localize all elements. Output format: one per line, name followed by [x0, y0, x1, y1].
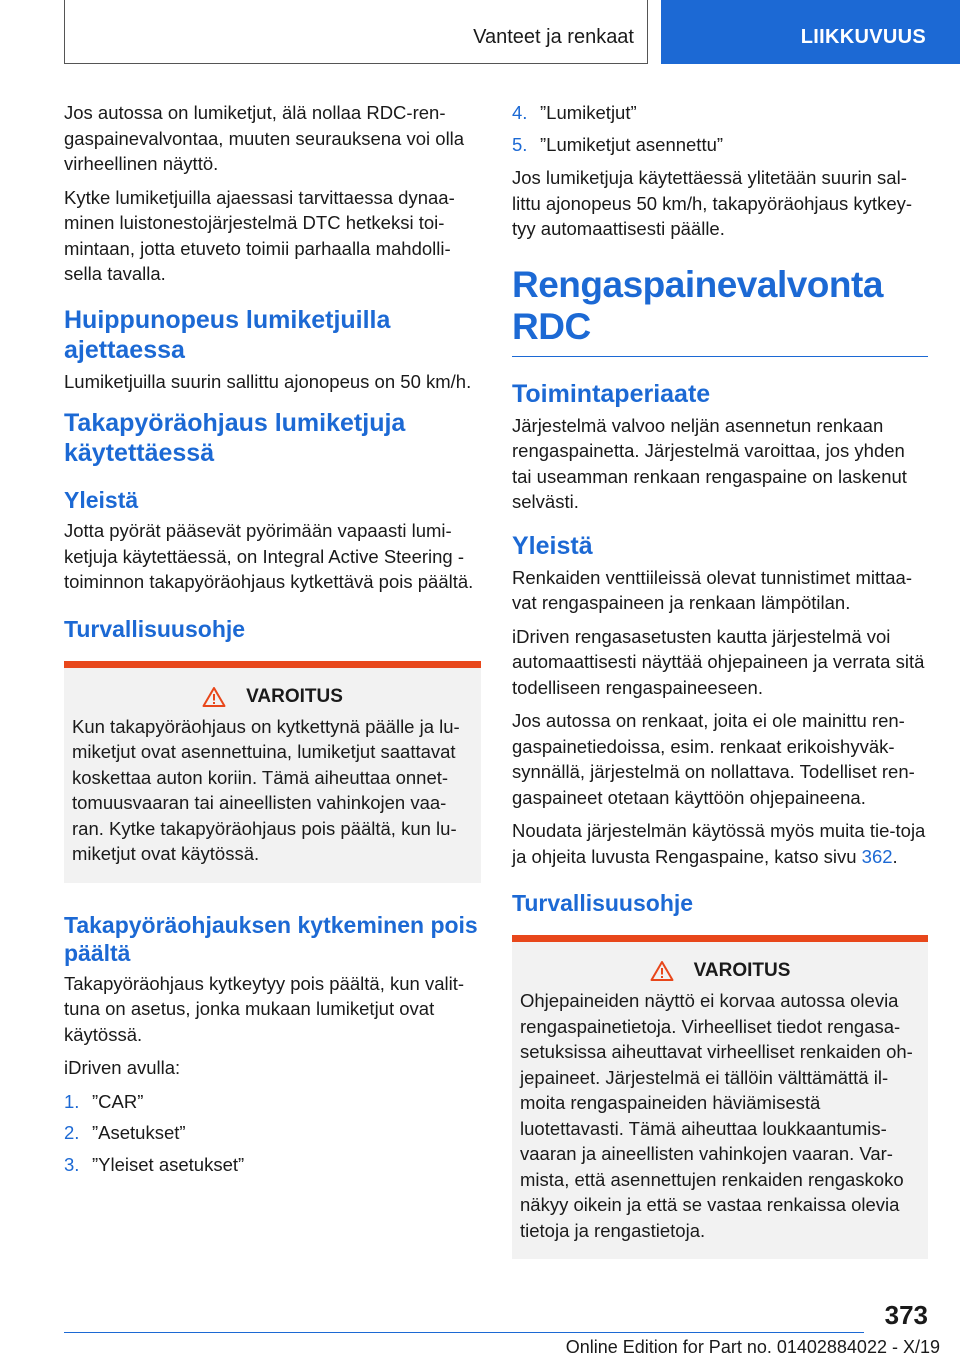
- warning-box: [64, 661, 481, 883]
- chapter-heading-rdc: Rengaspainevalvonta RDC: [512, 264, 928, 357]
- heading-top-speed: Huippunopeus lumiketjuilla ajettaessa: [64, 305, 391, 364]
- warning-triangle-icon: [650, 960, 674, 982]
- step-list: [64, 1089, 481, 1178]
- warning-title: VAROITUS: [246, 685, 343, 707]
- heading-general: Yleistä: [512, 531, 593, 560]
- paragraph: Renkaiden venttiileissä olevat tunnistimet mittaa-vat rengaspaineen ja renkaan lämpötilan.: [512, 566, 912, 613]
- list-item: 5. ”Lumiketjut asennettu”: [512, 133, 724, 155]
- paragraph: Takapyöräohjaus kytkeytyy pois päältä, kun valit-tuna on asetus, jonka mukaan lumiketjut ovat käytössä.: [64, 972, 465, 1045]
- page-number: 373: [884, 1300, 928, 1330]
- header-section-title: Vanteet ja renkaat: [473, 26, 634, 48]
- heading-principle: Toimintaperiaate: [512, 379, 711, 408]
- left-column: [64, 100, 481, 1185]
- list-item: 2. ”Asetukset”: [64, 1122, 186, 1143]
- paragraph: Jos autossa on lumiketjut, älä nollaa RDC-ren-gaspainevalvontaa, muuten seurauksena voi olla virheellinen näyttö.: [64, 102, 465, 174]
- heading-safety: Turvallisuusohje: [512, 890, 694, 916]
- heading-safety: Turvallisuusohje: [64, 615, 246, 642]
- paragraph: Järjestelmä valvoo neljän asennetun renkaan rengaspainetta. Järjestelmä varoittaa, jos yhden tai useamman renkaan rengaspaine on laskenut selvästi.: [512, 414, 907, 512]
- right-column: [512, 100, 928, 1277]
- heading-disable-rear-steering: Takapyöräohjauksen kytkeminen pois päältä: [64, 911, 478, 966]
- paragraph: iDriven avulla:: [64, 1057, 181, 1078]
- paragraph: Lumiketjuilla suurin sallittu ajonopeus on 50 km/h.: [64, 370, 472, 392]
- list-item: 1. ”CAR”: [64, 1090, 144, 1112]
- paragraph: iDriven rengasasetusten kautta järjestelmä voi automaattisesti näyttää ohjepaineen ja verrata sitä todelliseen rengaspaineeseen.: [512, 625, 925, 698]
- heading-general: Yleistä: [64, 487, 139, 513]
- page-link[interactable]: 362: [861, 845, 893, 867]
- warning-box: [512, 935, 928, 1259]
- paragraph: Jos lumiketjuja käytettäessä ylitetään suurin sal-littu ajonopeus 50 km/h, takapyöräohjaus kytkey-tyy automaattisesti päälle.: [512, 167, 913, 239]
- warning-text: Kun takapyöräohjaus on kytkettynä päälle ja lu-miketjut ovat asennettuina, lumiketjut saattavat koskettaa auton koriin. Tämä aiheuttaa onnet-tomuusvaaran tai aineellisten vahinkojen vaa-ran. Kytke takapyöräohjaus pois päältä, kun lu-miketjut ovat käytössä.: [72, 715, 460, 864]
- paragraph: Jotta pyörät pääsevät pyörimään vapaasti lumi-ketjuja käytettäessä, on Integral Active Steering -toiminnon takapyöräohjaus kytkettävä pois päältä.: [64, 520, 474, 592]
- warning-title: VAROITUS: [693, 960, 791, 981]
- step-list: [512, 100, 928, 157]
- paragraph: Noudata järjestelmän käytössä myös muita tie-toja ja ohjeita luvusta Rengaspaine, katso sivu 362.: [512, 820, 926, 867]
- header-chapter-tab: LIIKKUVUUS: [661, 0, 960, 64]
- footer-divider: [64, 1332, 864, 1333]
- list-item: 3. ”Yleiset asetukset”: [64, 1153, 245, 1175]
- heading-rear-steering: Takapyöräohjaus lumiketjuja käytettäessä: [64, 409, 406, 467]
- list-item: 4. ”Lumiketjut”: [512, 102, 637, 123]
- paragraph: Jos autossa on renkaat, joita ei ole mainittu ren-gaspainetiedoissa, esim. renkaat erikoishyväk-synnällä, järjestelmä on nollattava. Todelliset ren-gaspaineet otetaan käyttöön ohjepaineena.: [512, 710, 915, 808]
- warning-triangle-icon: [202, 686, 226, 708]
- paragraph: Kytke lumiketjuilla ajaessasi tarvittaessa dynaa-minen luistonestojärjestelmä DTC hetkeksi toi-mintaan, jotta etuveto toimii parhaalla mahdolli-sella tavalla.: [64, 186, 455, 284]
- warning-text: Ohjepaineiden näyttö ei korvaa autossa olevia rengaspainetietoja. Virheelliset tiedot rengasa-setuksissa aiheuttavat virheelliset renkaiden oh-jepaineet. Järjestelmä ei tällöin välttämättä il-moita rengaspaineiden häviämisestä luotettavasti. Tämä aiheuttaa loukkaantumis-vaaran ja aineellisten vahinkojen vaaran. Var-mista, että asennettujen renkaiden rengaskoko näkyy oikein ja että se vastaa renkaissa olevia tietoja ja rengastietoja.: [520, 990, 913, 1241]
- footer-edition: Online Edition for Part no. 01402884022 - X/19: [565, 1337, 940, 1357]
